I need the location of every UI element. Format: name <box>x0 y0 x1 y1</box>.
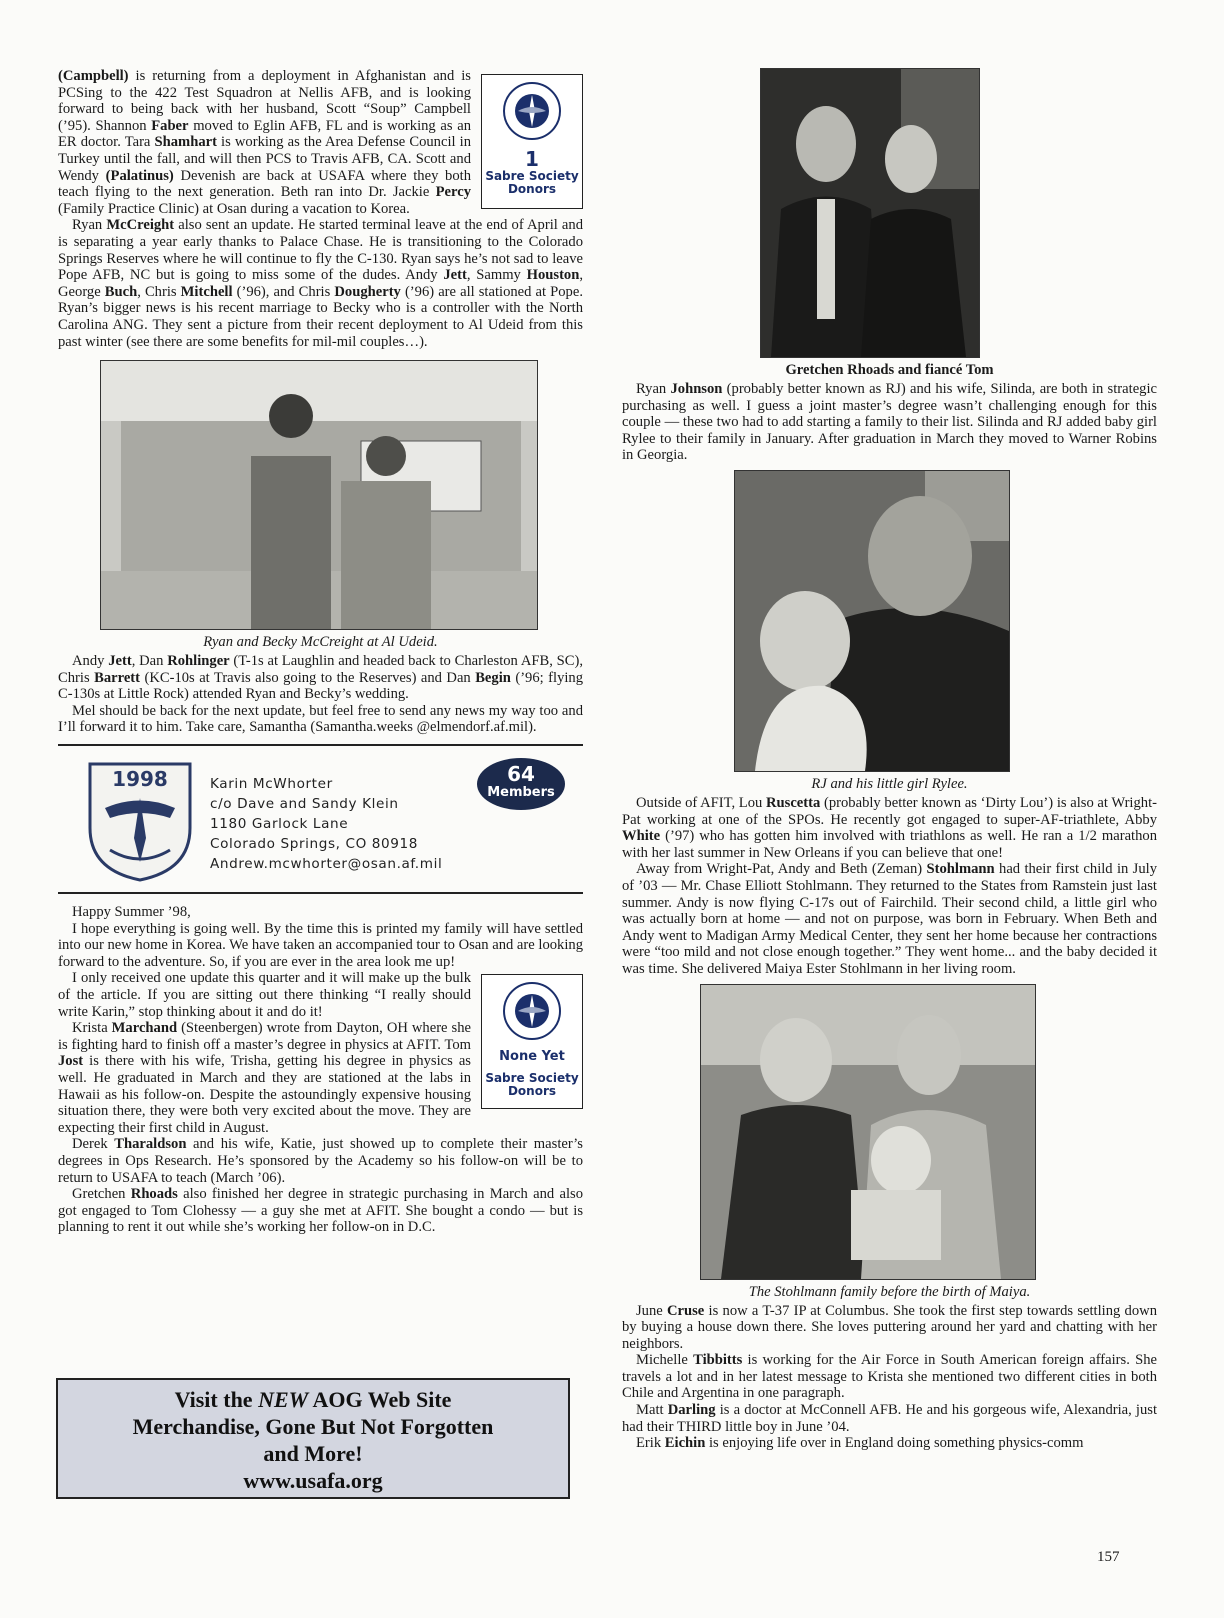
photo-rj-rylee <box>734 470 1010 772</box>
paragraph: Happy Summer ’98, <box>72 904 191 921</box>
class-address <box>210 774 442 874</box>
paragraph: Gretchen Rhoads also finished her degree in strategic purchasing in March and also got engaged to Tom Clohessy — a guy she met at AFIT. She bought a condo — but is planning to rent it out while she’s working her follow-on in D.C. <box>58 1186 583 1236</box>
sabre-label: Sabre Society <box>485 168 579 183</box>
photo-caption: The Stohlmann family before the birth of Maiya. <box>748 1283 1031 1300</box>
page-number: 157 <box>1097 1549 1120 1565</box>
bold-name: Rhoads <box>130 1186 178 1203</box>
bold-name: Barrett <box>94 669 141 686</box>
bold-name: Jost <box>58 1053 84 1070</box>
promo-url: www.usafa.org <box>243 1468 383 1493</box>
promo-line <box>58 1386 568 1413</box>
paragraph: Ryan Johnson (probably better known as RJ) and his wife, Silinda, are both in strategic purchasing as well. I guess a joint master’s degree wasn’t challenging enough for this couple — these two had to add starting a family to their list. Silinda and RJ added baby girl Rylee to their family in January. After graduation in March they moved to Warner Robins in Georgia. <box>622 381 1157 464</box>
paragraph: Andy Jett, Dan Rohlinger (T-1s at Laughlin and headed back to Charleston AFB, SC), Chris Barrett (KC-10s at Travis also going to the Reserves) and Dan Begin (’96; flying C-130s at Little Rock) attended Ryan and Becky’s wedding. <box>58 653 584 703</box>
bold-name: Faber <box>151 117 189 134</box>
bold-name: (Palatinus) <box>105 167 174 184</box>
members-count: 64 <box>507 762 535 787</box>
bold-name: Mitchell <box>180 283 233 300</box>
sabre-society-box-2 <box>481 974 583 1109</box>
paragraph: Erik Eichin is enjoying life over in England doing something physics-comm <box>636 1435 1084 1452</box>
bold-name: Jett <box>443 267 467 284</box>
promo-text: Visit the <box>174 1387 259 1412</box>
paragraph: Krista Marchand (Steenbergen) wrote from Dayton, OH where she is fighting hard to finish off a master’s degree in physics at AFIT. Tom Jost is there with his wife, Trisha, getting his degree in physics as well. He graduated in March and they are stationed at the labs in Hawaii as his follow-on. Despite the astoundingly expensive housing situation there, they were both very excited about the move. They are expecting their first child in August. <box>58 1020 471 1136</box>
paragraph: Ryan McCreight also sent an update. He started terminal leave at the end of April and is separating a year early thanks to Palace Chase. He is transitioning to the Colorado Springs Reserves where he will continue to fly the C-130. Ryan says he’s not sad to leave Pope AFB, NC but is going to miss some of the dudes. Andy Jett, Sammy Houston, George Buch, Chris Mitchell (’96), and Chris Dougherty (’96) are all stationed at Pope. Ryan’s bigger news is his recent marriage to Becky who is a controller with the North Carolina ANG. They sent a picture from their recent deployment to Al Udeid from this past winter (see there are some benefits for mil-mil couples…). <box>58 217 584 350</box>
addr-line: Karin McWhorter <box>210 776 333 793</box>
bold-name: Rohlinger <box>167 653 230 670</box>
sabre-label: Donors <box>507 1084 557 1099</box>
aog-promo-box <box>56 1378 570 1499</box>
paragraph: I hope everything is going well. By the time this is printed my family will have settled into our new home in Korea. We have taken an accompanied tour to Osan and are looking forward to the adventure. So, if you are ever in the area look me up! <box>58 920 583 970</box>
sabre-donor-count: None Yet <box>499 1049 565 1065</box>
photo-caption: Ryan and Becky McCreight at Al Udeid. <box>203 634 438 651</box>
bold-name: Jett <box>108 653 132 670</box>
promo-line: and More! <box>263 1441 363 1466</box>
bold-name: Dougherty <box>334 283 401 300</box>
sabre-label: Sabre Society <box>485 1071 579 1086</box>
left-column <box>58 68 583 1236</box>
paragraph: Mel should be back for the next update, but feel free to send any news my way too and I’ll forward it to him. Take care, Samantha (Samantha.weeks @elmendorf.af.mil). <box>58 702 583 736</box>
bold-name: Stohlmann <box>926 861 995 878</box>
promo-new: NEW <box>258 1387 309 1412</box>
bold-name: Houston <box>526 267 580 284</box>
promo-text: AOG Web Site <box>308 1387 452 1412</box>
bold-name: Shamhart <box>154 134 217 151</box>
bold-name: White <box>622 828 661 845</box>
bold-name: Darling <box>667 1402 716 1419</box>
sabre-donor-count: 1 <box>525 146 539 171</box>
photo-rhoads <box>760 68 980 358</box>
right-column <box>622 68 1157 1452</box>
bold-name: Tibbitts <box>693 1352 743 1369</box>
bold-name: Cruse <box>667 1302 705 1319</box>
sabre-label: Donors <box>507 181 557 196</box>
paragraph: Derek Tharaldson and his wife, Katie, just showed up to complete their master’s degrees in Ops Research. He’s sponsored by the Academy so his follow-on will be to return to USAFA to teach (March ’06). <box>58 1136 583 1186</box>
addr-line: Colorado Springs, CO 80918 <box>210 836 419 853</box>
sabre-society-seal-icon <box>502 981 562 1041</box>
photo-caption: Gretchen Rhoads and fiancé Tom <box>785 362 994 378</box>
photo-mccreight <box>100 360 538 630</box>
class-crest-icon <box>80 758 200 884</box>
bold-name: Tharaldson <box>114 1136 187 1153</box>
sabre-society-box-1 <box>481 74 583 209</box>
divider <box>58 892 583 894</box>
paragraph: June Cruse is now a T-37 IP at Columbus. She took the first step towards settling down by buying a house down there. She loves puttering around her yard and chatting with her neighbors. <box>622 1302 1157 1352</box>
paragraph: Matt Darling is a doctor at McConnell AFB. He and his gorgeous wife, Alexandria, just had their THIRD little boy in June ’04. <box>622 1402 1158 1435</box>
paragraph: Away from Wright-Pat, Andy and Beth (Zeman) Stohlmann had their first child in July of ’03 — Mr. Chase Elliott Stohlmann. They returned to the States from Ramstein just last summer. Andy is now flying C-17s out of Fairchild. Their second child, a little girl who was actually born at home — and not on purpose, was born in February. When Beth and Andy went to Madigan Army Medical Center, they sent her home because her contractions were “too mild and not close enough together.” They went home... and the baby decided it was time. She delivered Maiya Ester Stohlmann in her living room. <box>622 861 1157 977</box>
promo-line: Merchandise, Gone But Not Forgotten <box>132 1414 494 1439</box>
bold-name: Marchand <box>111 1020 178 1037</box>
paragraph: (Campbell) is returning from a deployment in Afghanistan and is PCSing to the 422 Test Squadron at Nellis AFB, and is looking forward to being back with her husband, Scott “Soup” Campbell (’95). Shannon Faber moved to Eglin AFB, FL and is working as an ER doctor. Tara Shamhart is working as the Area Defense Council in Turkey until the fall, and will then PCS to Travis AFB, CA. Scott and Wendy (Palatinus) Devenish are back at USAFA where they both teach flying to the next generation. Beth ran into Dr. Jackie Percy (Family Practice Clinic) at Osan during a vacation to Korea. <box>58 68 471 217</box>
bold-name: Eichin <box>664 1435 706 1452</box>
bold-name: (Campbell) <box>58 68 129 84</box>
bold-name: Percy <box>435 184 471 201</box>
addr-line: c/o Dave and Sandy Klein <box>210 796 399 813</box>
bold-name: Ruscetta <box>766 794 821 811</box>
crest-year: 1998 <box>112 767 168 792</box>
bold-name: Johnson <box>670 381 723 397</box>
paragraph: I only received one update this quarter and it will make up the bulk of the article. If you are sitting out there thinking “I really should write Karin,” stop thinking about it and do it! <box>58 970 471 1020</box>
class-header <box>58 746 583 892</box>
paragraph: Michelle Tibbitts is working for the Air Force in South American foreign affairs. She travels a lot and in her latest message to Krista she mentioned two different cities in both Chile and Argentina in one paragraph. <box>622 1352 1157 1402</box>
photo-stohlmann-family <box>700 984 1036 1280</box>
photo-caption: RJ and his little girl Rylee. <box>811 775 968 792</box>
bold-name: Buch <box>104 283 138 300</box>
members-badge <box>477 758 565 810</box>
members-label: Members <box>487 785 555 801</box>
bold-name: McCreight <box>106 217 175 234</box>
sabre-society-seal-icon <box>502 81 562 141</box>
paragraph: Outside of AFIT, Lou Ruscetta (probably better known as ‘Dirty Lou’) is also at Wright-Pat working at one of the SPOs. He recently got engaged to super-AF-triathlete, Abby White (’97) who has gotten him involved with triathlons as well. He ran a 1/2 marathon with her last summer in New Orleans if you can believe that one! <box>622 794 1157 861</box>
addr-email: Andrew.mcwhorter@osan.af.mil <box>210 856 443 873</box>
addr-line: 1180 Garlock Lane <box>210 816 349 833</box>
bold-name: Begin <box>475 669 511 686</box>
